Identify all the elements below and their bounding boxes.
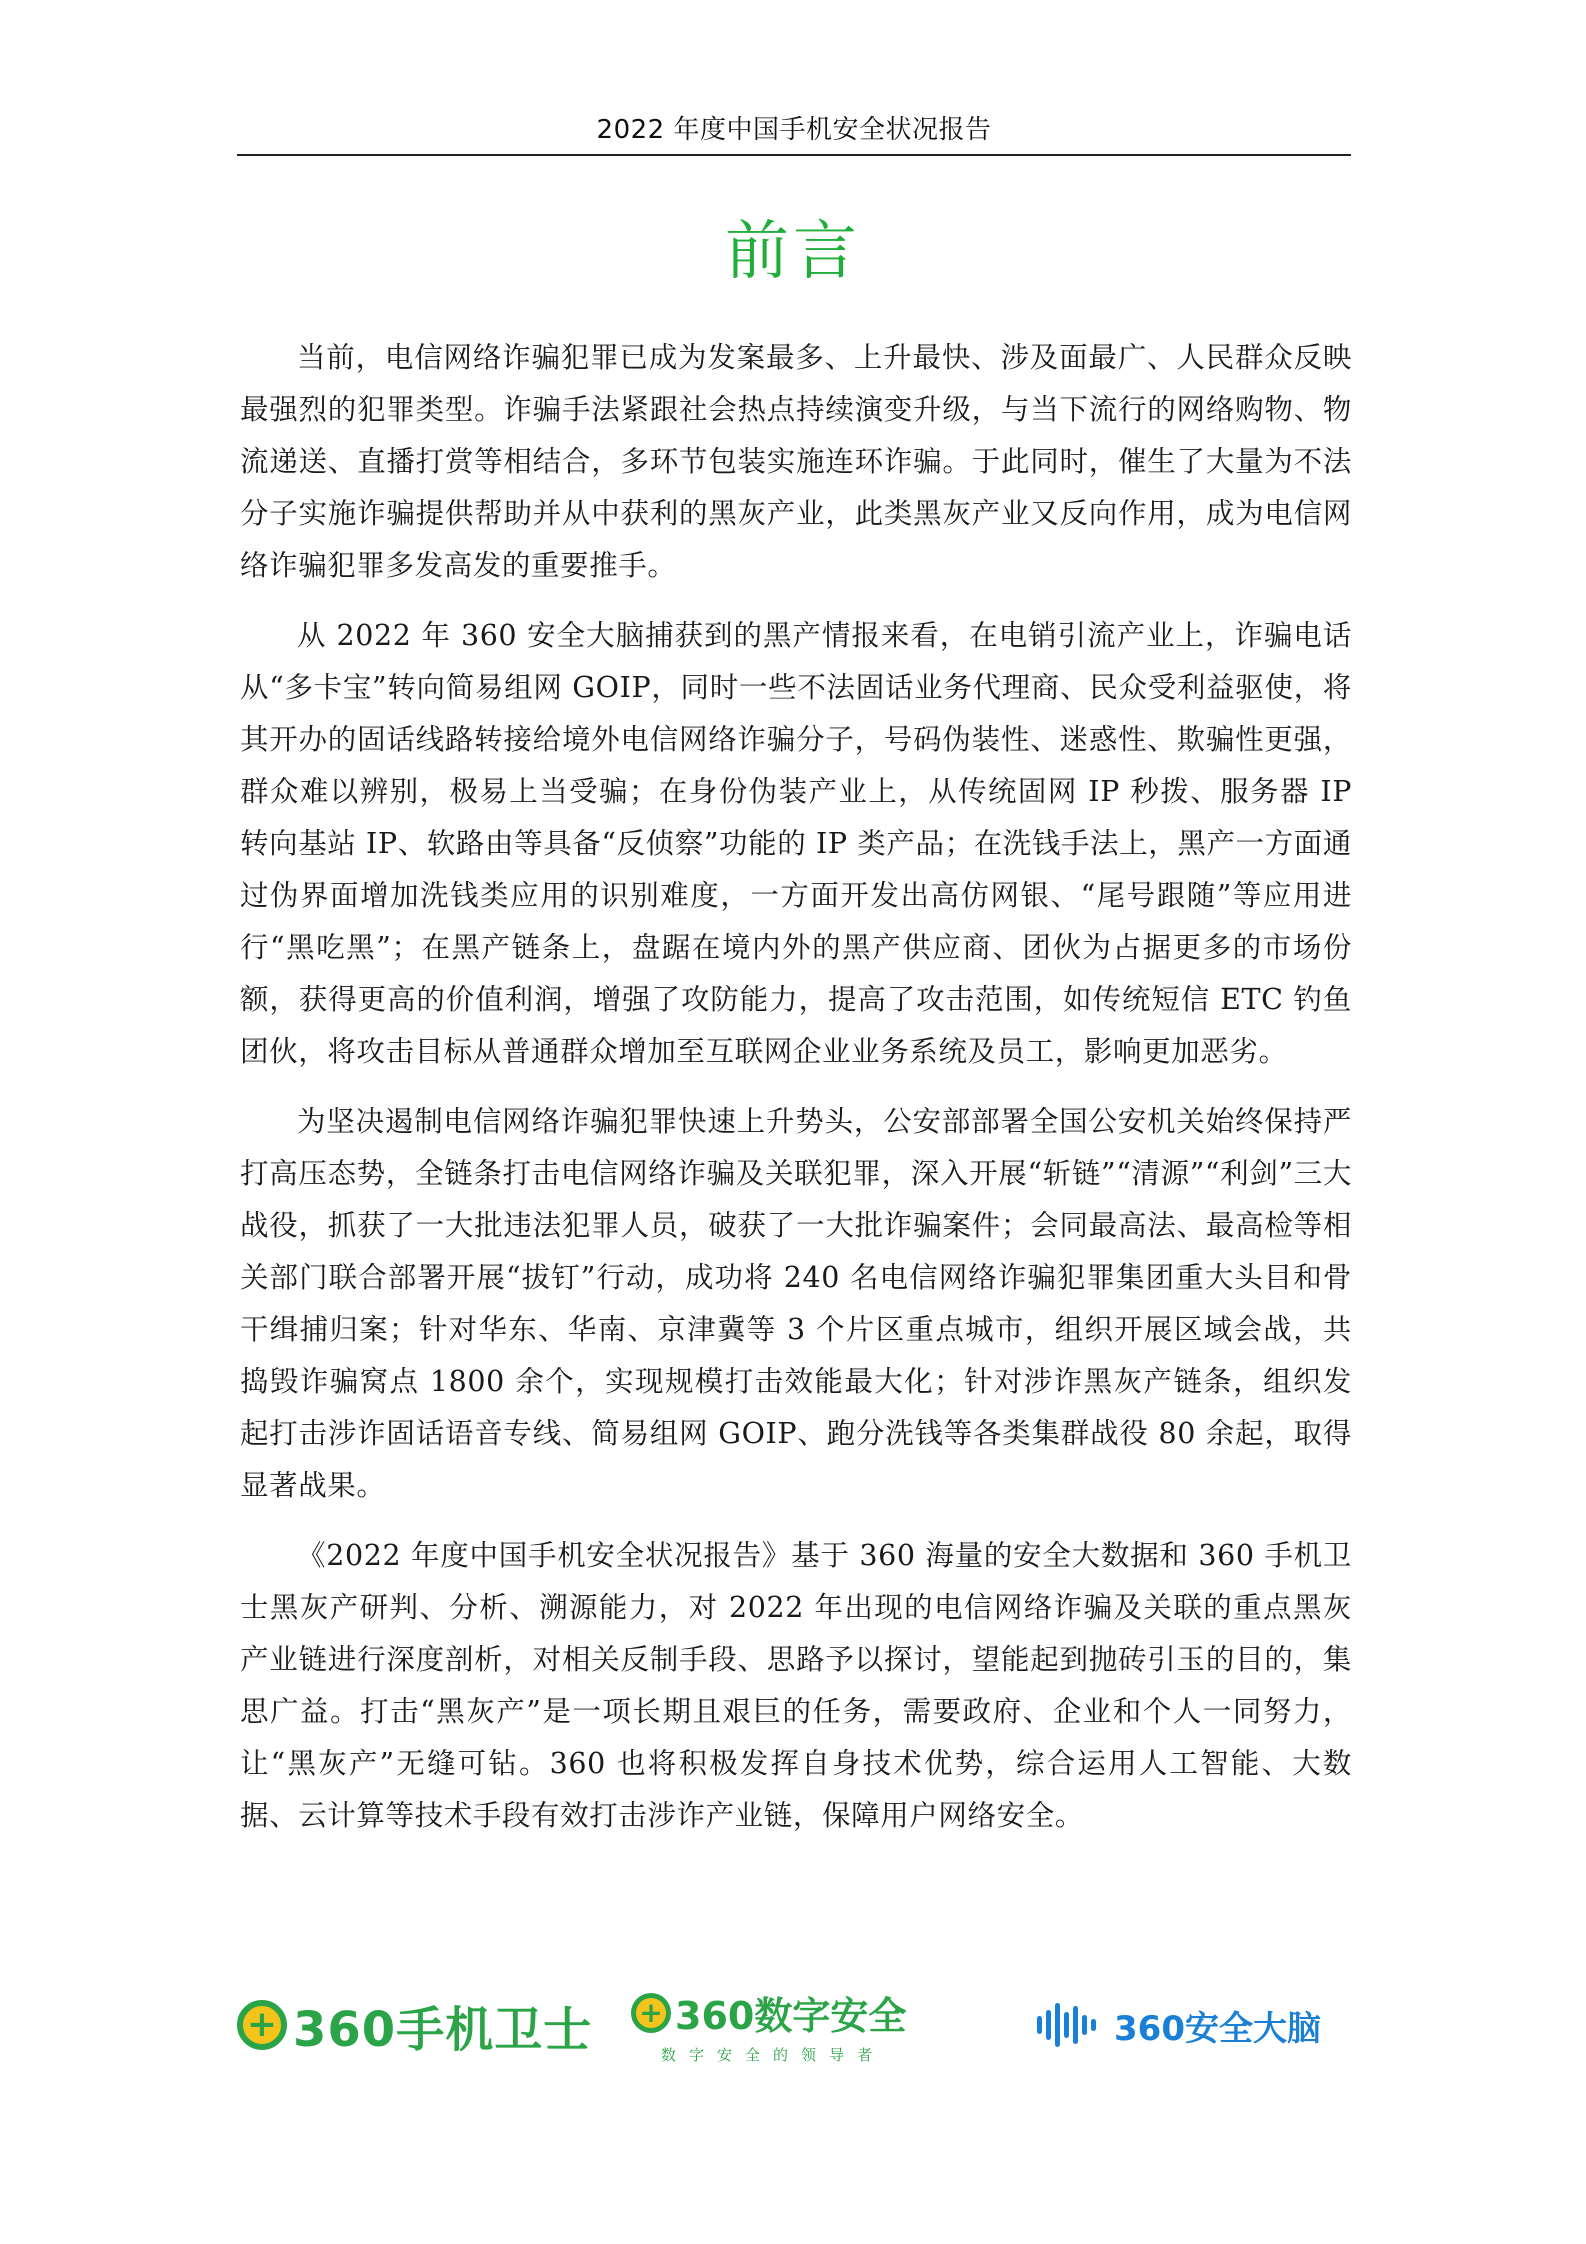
paragraph-3: 为坚决遏制电信网络诈骗犯罪快速上升势头，公安部部署全国公安机关始终保持严打高压态势，全链条打击电信网络诈骗及关联犯罪，深入开展“斩链”“清源”“利剑”三大战役，抓获了一大批违法犯罪人员，破获了一大批诈骗案件；会同最高法、最高检等相关部门联合部署开展“拔钉”行动，成功将 240 名电信网络诈骗犯罪集团重大头目和骨干缉捕归案；针对华东、华南、京津冀等 3 个片区重点城市，组织开展区域会战，共捣毁诈骗窝点 1800 余个，实现规模打击效能最大化；针对涉诈黑灰产链条，组织发起打击涉诈固话语音专线、简易组网 GOIP、跑分洗钱等各类集群战役 80 余起，取得显著战果。	[240, 1105, 1352, 1502]
paragraph-2: 从 2022 年 360 安全大脑捕获到的黑产情报来看，在电销引流产业上，诈骗电话从“多卡宝”转向简易组网 GOIP，同时一些不法固话业务代理商、民众受利益驱使，将其开办的固话线路转接给境外电信网络诈骗分子，号码伪装性、迷惑性、欺骗性更强，群众难以辨别，极易上当受骗；在身份伪装产业上，从传统固网 IP 秒拨、服务器 IP 转向基站 IP、软路由等具备“反侦察”功能的 IP 类产品；在洗钱手法上，黑产一方面通过伪界面增加洗钱类应用的识别难度，一方面开发出高仿网银、“尾号跟随”等应用进行“黑吃黑”；在黑产链条上，盘踞在境内外的黑产供应商、团伙为占据更多的市场份额，获得更高的价值利润，增强了攻防能力，提高了攻击范围，如传统短信 ETC 钓鱼团伙，将攻击目标从普通群众增加至互联网企业业务系统及员工，影响更加恶劣。	[240, 619, 1352, 1068]
running-header: 2022 年度中国手机安全状况报告	[237, 108, 1351, 156]
waveform-icon	[1037, 2000, 1100, 2050]
logo-text-phone-guard: 360手机卫士	[293, 2001, 593, 2058]
logo-360-phone-guard	[237, 1985, 592, 2065]
paragraph-1: 当前，电信网络诈骗犯罪已成为发案最多、上升最快、涉及面最广、人民群众反映最强烈的犯罪类型。诈骗手法紧跟社会热点持续演变升级，与当下流行的网络购物、物流递送、直播打赏等相结合，多环节包装实施连环诈骗。于此同时，催生了大量为不法分子实施诈骗提供帮助并从中获利的黑灰产业，此类黑灰产业又反向作用，成为电信网络诈骗犯罪多发高发的重要推手。	[240, 341, 1352, 582]
logo-360-digital-security	[627, 1985, 906, 2065]
logo-text-digital-security: 360数字安全	[675, 1994, 907, 2038]
logo-360-security-brain	[1037, 1985, 1321, 2065]
paragraph-4: 《2022 年度中国手机安全状况报告》基于 360 海量的安全大数据和 360 手机卫士黑灰产研判、分析、溯源能力，对 2022 年出现的电信网络诈骗及关联的重点黑灰产业链进行深度剖析，对相关反制手段、思路予以探讨，望能起到抛砖引玉的目的，集思广益。打击“黑灰产”是一项长期且艰巨的任务，需要政府、企业和个人一同努力，让“黑灰产”无缝可钻。360 也将积极发挥自身技术优势，综合运用人工智能、大数据、云计算等技术手段有效打击涉诈产业链，保障用户网络安全。	[240, 1539, 1352, 1832]
plus-badge-icon: +	[631, 1993, 671, 2033]
logo-text-security-brain: 360安全大脑	[1114, 2008, 1321, 2049]
plus-badge-icon: +	[237, 2000, 287, 2050]
page-title: 前言	[725, 215, 861, 289]
footer-logos	[237, 1985, 1351, 2065]
logo-slogan: 数字安全的领导者	[661, 2046, 886, 2064]
preface-body	[240, 332, 1352, 1860]
